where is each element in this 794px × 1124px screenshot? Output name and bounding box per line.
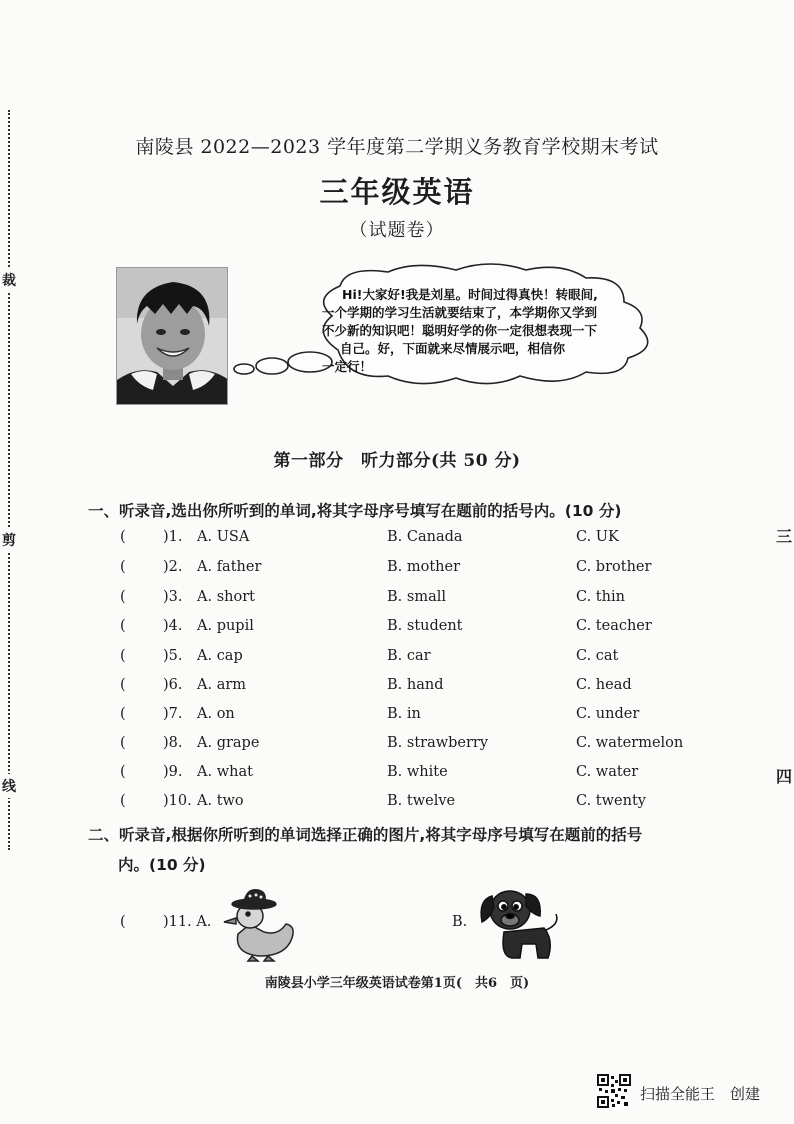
option-a: A. USA [197,529,250,545]
option-a: A. short [197,589,255,605]
option-b: B. student [387,618,463,634]
question-row [0,793,794,815]
answer-paren[interactable]: ( [120,793,126,809]
answer-paren[interactable]: ( [120,764,126,780]
option-c: C. watermelon [576,735,684,751]
option-c: C. teacher [576,618,652,634]
speech-line-2: 一个学期的学习生活就要结束了，本学期你又学到 [322,305,598,320]
question-row [0,618,794,640]
question-row [0,764,794,786]
question-row [0,735,794,757]
question-row [0,589,794,611]
speech-line-4: 自己。好，下面就来尽情展示吧，相信你 [340,341,566,356]
option-b: B. car [387,648,431,664]
option-c: C. thin [576,589,625,605]
right-edge-char-1: 三 [775,527,792,546]
question-number: )9. [163,764,183,780]
speech-line-3: 不少新的知识吧！聪明好学的你一定很想表现一下 [322,323,598,338]
exam-title: 南陵县 2022—2023 学年度第二学期义务教育学校期末考试 [135,136,659,158]
speech-line-5: 一定行！ [322,359,373,374]
question-row [0,529,794,551]
duck-picture[interactable] [220,882,300,962]
question-number: )10. [163,793,192,809]
option-a: A. pupil [197,618,254,634]
option-c: C. twenty [576,793,646,809]
option-b: B. hand [387,677,444,693]
question-number: )5. [163,648,183,664]
option-b: B. small [387,589,446,605]
option-c: C. head [576,677,632,693]
speech-line-1: Hi!大家好!我是刘星。时间过得真快！转眼间, [342,287,598,302]
option-b: B. twelve [387,793,456,809]
question-number: )3. [163,589,183,605]
question-number: )1. [163,529,183,545]
section-one-instruction: 一、听录音,选出你所听到的单词,将其字母序号填写在题前的括号内。(10 分) [88,502,622,520]
question-number: )4. [163,618,183,634]
question-row [0,677,794,699]
option-a: A. what [197,764,253,780]
answer-paren[interactable]: ( [120,706,126,722]
option-c: C. cat [576,648,619,664]
margin-scissor-char: 剪 [2,528,16,552]
answer-paren[interactable]: ( [120,735,126,751]
qr-code-icon [597,1074,631,1108]
answer-paren[interactable]: ( [120,529,126,545]
section-two-line-1: 二、听录音,根据你所听到的单词选择正确的图片,将其字母序号填写在题前的括号 [88,826,643,844]
option-a: A. two [197,793,244,809]
section-two-instruction [88,820,718,880]
margin-cut-char: 裁 [2,268,16,292]
question-number: )2. [163,559,183,575]
option-b: B. mother [387,559,461,575]
question-number: )7. [163,706,183,722]
option-a: A. cap [197,648,243,664]
question-11-row [0,914,794,936]
option-c: C. brother [576,559,652,575]
question-number: )8. [163,735,183,751]
question-row [0,559,794,581]
answer-paren[interactable]: ( [120,618,126,634]
paper-type: （试题卷） [349,220,445,241]
option-a: A. grape [197,735,260,751]
option-b-label: B. [452,914,468,930]
answer-paren[interactable]: ( [120,589,126,605]
option-a: A. arm [197,677,247,693]
part-one-title: 第一部分 听力部分(共 50 分) [273,451,521,471]
option-a: A. on [197,706,235,722]
option-a: A. father [197,559,262,575]
boy-photo-drawing [117,268,228,405]
option-b: B. Canada [387,529,463,545]
option-c: C. UK [576,529,619,545]
answer-paren[interactable]: ( [120,677,126,693]
page-footer: 南陵县小学三年级英语试卷第1页( 共6 页) [264,976,530,991]
section-two-line-2: 内。(10 分) [118,856,206,874]
question-row [0,648,794,670]
question-row [0,706,794,728]
margin-line-char: 线 [2,774,16,798]
answer-paren[interactable]: ( [120,559,126,575]
right-edge-char-2: 四 [775,767,792,786]
option-b: B. in [387,706,421,722]
option-c: C. water [576,764,639,780]
answer-paren[interactable]: ( [120,648,126,664]
question-number: )6. [163,677,183,693]
scanner-watermark-text: 扫描全能王 创建 [640,1085,761,1103]
answer-paren[interactable]: ( [120,914,126,930]
boy-photo [116,267,228,405]
option-c: C. under [576,706,640,722]
question-number: )11. A. [163,914,212,930]
dog-picture[interactable] [474,880,564,960]
option-b: B. white [387,764,448,780]
option-b: B. strawberry [387,735,489,751]
subject-title: 三年级英语 [319,175,475,209]
speech-text [322,286,652,376]
